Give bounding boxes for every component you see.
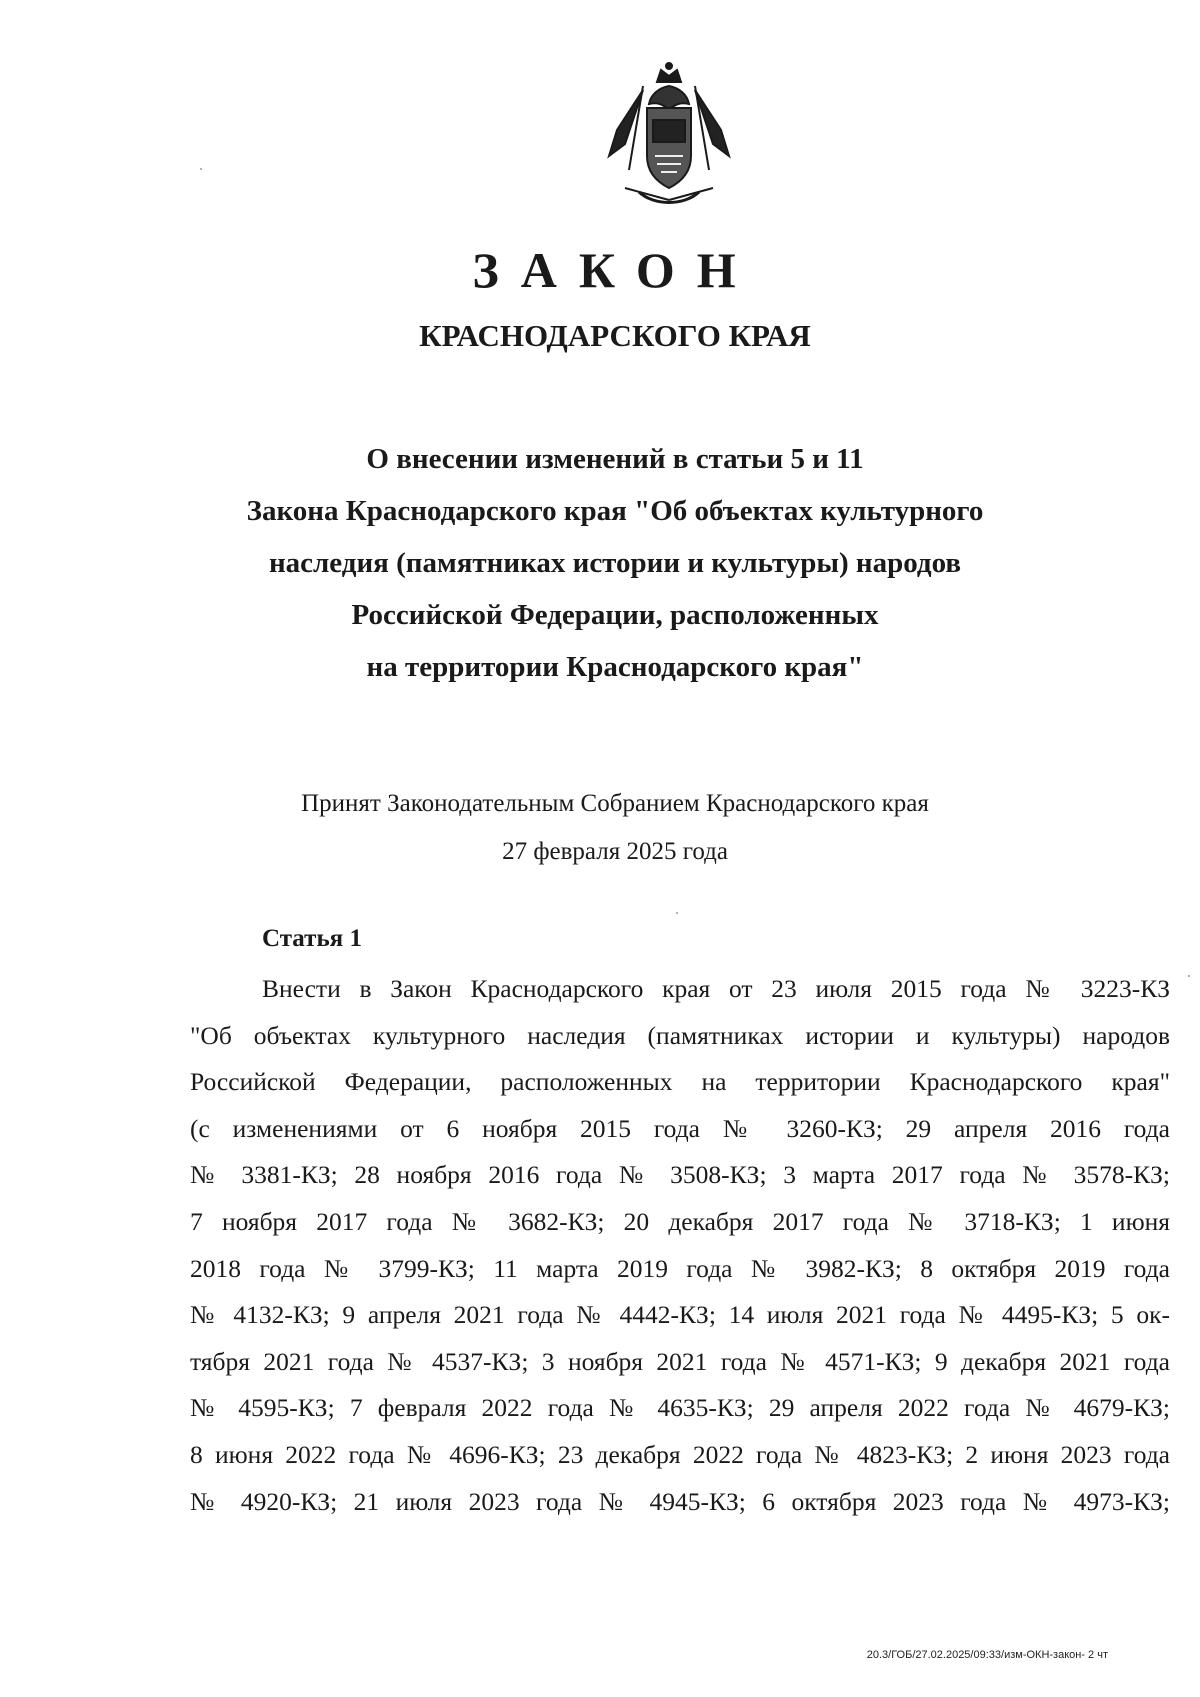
adoption-note xyxy=(180,780,1050,876)
coat-of-arms-icon xyxy=(599,60,739,210)
adoption-line: Принят Законодательным Собранием Краснодарского края xyxy=(301,790,929,817)
scan-speck xyxy=(1188,975,1190,977)
body-line: "Об объектах культурного наследия (памятниках истории и культуры) народов xyxy=(190,1020,1170,1050)
title-line: наследия (памятниках истории и культуры) народов xyxy=(268,547,962,579)
law-title xyxy=(180,433,1050,693)
body-line: 7 ноября 2017 года № 3682-КЗ; 20 декабря 2017 года № 3718-КЗ; 1 июня xyxy=(190,1206,1170,1236)
title-line: на территории Краснодарского края" xyxy=(366,651,864,683)
body-line: (с изменениями от 6 ноября 2015 года № 3260-КЗ; 29 апреля 2016 года xyxy=(190,1113,1170,1143)
adoption-date: 27 февраля 2025 года xyxy=(502,838,728,865)
body-line: Внести в Закон Краснодарского края от 23 июля 2015 года № 3223-КЗ xyxy=(262,974,1170,1003)
document-footer-code: 20.3/ГОБ/27.02.2025/09:33/изм-ОКН-закон- 2 чт xyxy=(866,1649,1108,1661)
region-heading: КРАСНОДАРСКОГО КРАЯ xyxy=(419,318,811,353)
body-line: № 4132-КЗ; 9 апреля 2021 года № 4442-КЗ; 14 июля 2021 года № 4495-КЗ; 5 ок- xyxy=(190,1300,1170,1330)
body-line: № 4595-КЗ; 7 февраля 2022 года № 4635-КЗ; 29 апреля 2022 года № 4679-КЗ; xyxy=(190,1393,1170,1423)
article-body xyxy=(190,966,1170,1525)
law-heading: ЗАКОН xyxy=(472,242,758,298)
article-heading: Статья 1 xyxy=(262,925,362,952)
title-line: О внесении изменений в статьи 5 и 11 xyxy=(366,443,864,475)
body-line: № 3381-КЗ; 28 ноября 2016 года № 3508-КЗ; 3 марта 2017 года № 3578-КЗ; xyxy=(190,1160,1170,1190)
scan-speck xyxy=(676,912,678,914)
title-line: Российской Федерации, расположенных xyxy=(351,599,879,631)
body-line: 2018 года № 3799-КЗ; 11 марта 2019 года № 3982-КЗ; 8 октября 2019 года xyxy=(190,1253,1170,1283)
title-line: Закона Краснодарского края "Об объектах культурного xyxy=(246,495,984,527)
body-line: № 4920-КЗ; 21 июля 2023 года № 4945-КЗ; 6 октября 2023 года № 4973-КЗ; xyxy=(190,1486,1170,1516)
scan-speck xyxy=(200,168,202,170)
body-line: 8 июня 2022 года № 4696-КЗ; 23 декабря 2022 года № 4823-КЗ; 2 июня 2023 года xyxy=(190,1439,1170,1469)
body-line: Российской Федерации, расположенных на территории Краснодарского края" xyxy=(190,1067,1170,1097)
body-line: тября 2021 года № 4537-КЗ; 3 ноября 2021 года № 4571-КЗ; 9 декабря 2021 года xyxy=(190,1346,1170,1376)
